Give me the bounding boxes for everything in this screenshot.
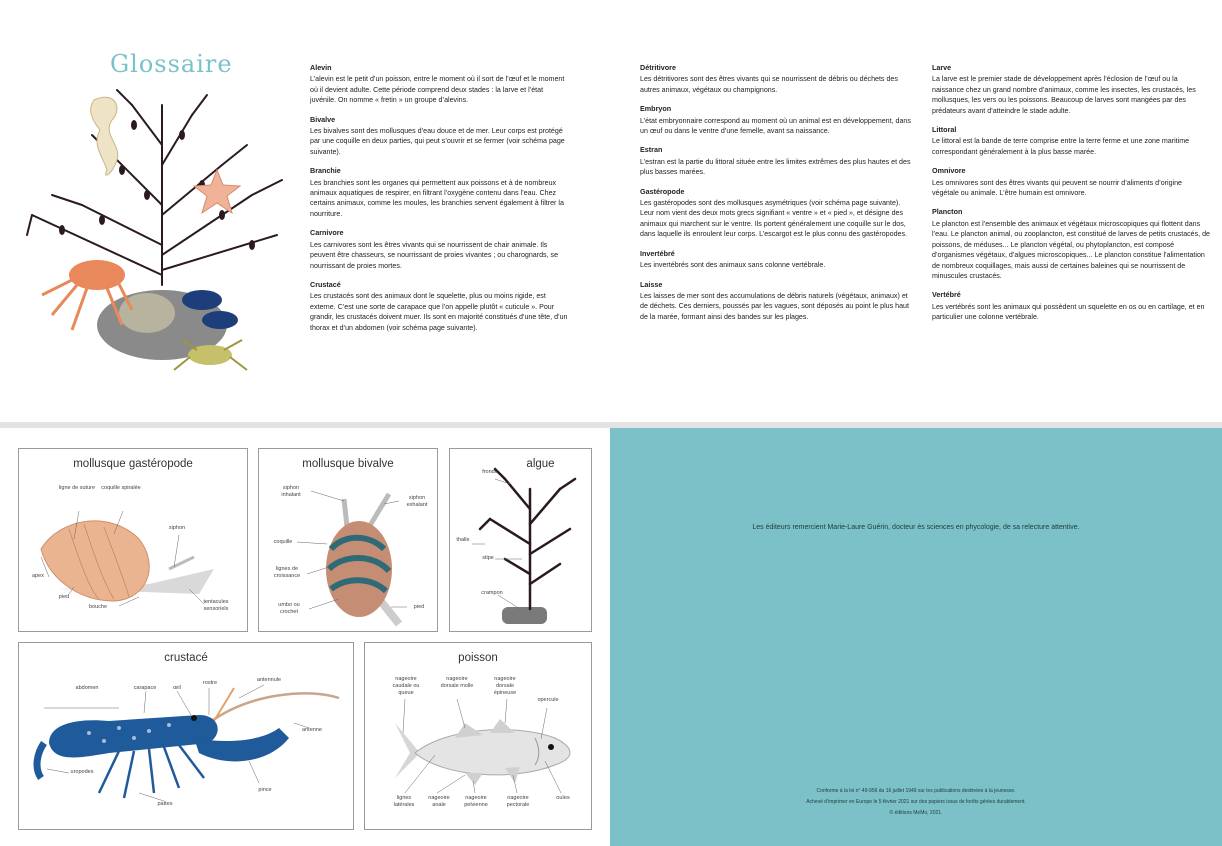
label-rostre: rostre	[202, 680, 218, 686]
label-apex: apex	[32, 573, 44, 579]
def-alevin: L’alevin est le petit d’un poisson, entre le moment où il sort de l’œuf et le moment où il devient adulte. Cette période comprend deux stades : la larve et l’état juvénile. On nomme « fretin » un groupe d’alevins.	[310, 75, 565, 105]
label-pelvienne: nageoire pelvienne	[464, 795, 488, 808]
label-ouies: ouïes	[556, 795, 570, 801]
term-omnivore: Omnivore	[932, 166, 966, 176]
glossary-page	[0, 0, 1222, 422]
glossary-column-2	[640, 63, 915, 331]
gastropod-title: mollusque gastéropode	[73, 458, 193, 470]
def-larve: La larve est le premier stade de développement après l’éclosion de l’œuf ou la naissance chez un grand nombre d’animaux, comme les insectes, les crustacés, les mollusques, les vers ou les poissons. Beaucoup de larves sont mangées par des prédateurs avant d’atteindre le stade adulte.	[932, 75, 1196, 115]
term-laisse: Laisse	[640, 279, 663, 289]
def-vertebre: Les vertébrés sont les animaux qui possèdent un squelette en os ou en cartilage, et en particulier une colonne vertébrale.	[932, 302, 1205, 322]
term-plancton: Plancton	[932, 207, 963, 217]
label-pattes: pattes	[157, 801, 173, 807]
label-ligne-suture: ligne de suture	[58, 485, 96, 491]
label-thalle: thalle	[456, 537, 470, 543]
def-gasteropode: Les gastéropodes sont des mollusques asymétriques (voir schéma page suivante). Leur nom vient des deux mots grecs signifiant « ventre » et « pied », et désigne des animaux qui marchent sur le ventre. Ils portent généralement une coquille sur le dos, dans laquelle ils enroulent leur corps. L’escargot est le plus connu des gastéropodes.	[640, 199, 907, 239]
label-pince: pince	[258, 787, 272, 793]
def-omnivore: Les omnivores sont des êtres vivants qui peuvent se nourrir d’aliments d’origine végétale ou animale. L’être humain est omnivore.	[932, 178, 1182, 198]
def-embryon: L’état embryonnaire correspond au moment où un animal est en développement, dans un œuf ou dans le ventre d’une femelle, avant sa naissance.	[640, 116, 911, 136]
def-detritivore: Les détritivores sont des êtres vivants qui se nourrissent de débris ou déchets des autres animaux, végétaux ou champignons.	[640, 75, 898, 94]
label-pied: pied	[58, 594, 70, 600]
label-lignes-croissance: lignes de croissance	[273, 566, 301, 579]
crustace-title: crustacé	[164, 652, 208, 664]
glossary-column-3	[932, 63, 1210, 332]
def-littoral: Le littoral est la bande de terre comprise entre la terre ferme et une zone maritime correspondant généralement à la plus basse marée.	[932, 137, 1190, 156]
def-branchie: Les branchies sont les organes qui permettent aux poissons et à de nombreux animaux aquatiques de respirer, en filtrant l’oxygène contenu dans l’eau. Chez certains animaux, comme les moules, les branchies servent également à filtrer la nourriture.	[310, 178, 564, 218]
algue-title: algue	[526, 458, 555, 470]
label-lignes-laterales: lignes latérales	[393, 795, 415, 808]
copyright-line: © éditions MeMo, 2021.	[889, 810, 943, 816]
label-pectorale: nageoire pectorale	[506, 795, 530, 808]
label-antenne: antenne	[302, 727, 322, 733]
label-stipe: stipe	[482, 555, 494, 561]
label-umbo: umbo ou crochet	[278, 602, 300, 615]
term-crustace: Crustacé	[310, 279, 341, 289]
label-caudale: nageoire caudale ou queue	[392, 676, 420, 696]
label-opercule: opercule	[537, 697, 559, 703]
term-branchie: Branchie	[310, 166, 341, 176]
label-oeil: œil	[173, 685, 181, 691]
legal-line-1: Conforme à la loi n° 49-956 du 16 juillet 1949 sur les publications destinées à la jeunesse.	[816, 788, 1016, 794]
label-coquille: coquille	[273, 539, 293, 545]
diagram-bivalve	[258, 448, 438, 632]
term-estran: Estran	[640, 145, 663, 155]
label-siphon-inhalant: siphon inhalant	[281, 485, 301, 498]
label-fronde: fronde	[482, 469, 498, 475]
term-carnivore: Carnivore	[310, 228, 344, 238]
label-anale: nageoire anale	[428, 795, 450, 808]
def-crustace: Les crustacés sont des animaux dont le squelette, plus ou moins rigide, est externe. C’est une sorte de carapace que l’on appelle plutôt « cuticule ». Pour grandir, les crustacés doivent muer. Ils sont en majorité constitués d’une tête, d’un thorax et d’un abdomen (voir schéma page suivante).	[310, 292, 568, 332]
term-detritivore: Détritivore	[640, 63, 676, 72]
term-bivalve: Bivalve	[310, 114, 336, 124]
label-crampon: crampon	[481, 590, 503, 596]
def-estran: L’estran est la partie du littoral située entre les limites extrêmes des plus hautes et des plus basses marées.	[640, 157, 911, 177]
label-dorsale-epineuse: nageoire dorsale épineuse	[493, 676, 517, 696]
label-abdomen: abdomen	[75, 685, 99, 691]
def-laisse: Les laisses de mer sont des accumulations de débris naturels (végétaux, animaux) et de déchets. Ces derniers, poussés par les vagues, sont déposés au point le plus haut de la marée, formant ainsi des bandes sur les plages.	[640, 291, 909, 321]
label-bouche: bouche	[88, 604, 108, 610]
term-alevin: Alevin	[310, 63, 332, 72]
diagram-algue	[449, 448, 592, 632]
def-invertebre: Les invertébrés sont des animaux sans colonne vertébrale.	[640, 261, 826, 270]
acknowledgement-text: Les éditeurs remercient Marie-Laure Guérin, docteur ès sciences en phycologie, de sa relecture attentive.	[752, 524, 1080, 531]
bivalve-title: mollusque bivalve	[302, 458, 394, 470]
term-embryon: Embryon	[640, 104, 672, 114]
term-larve: Larve	[932, 63, 952, 72]
seashore-illustration	[22, 85, 292, 385]
label-antennule: antennule	[256, 677, 282, 683]
label-carapace: carapace	[133, 685, 157, 691]
diagrams-page	[0, 428, 610, 846]
crustace-drawing	[19, 643, 353, 829]
glossary-column-1	[310, 63, 570, 342]
diagram-crustace	[18, 642, 354, 830]
term-invertebre: Invertébré	[640, 248, 675, 258]
diagram-poisson	[364, 642, 592, 830]
def-plancton: Le plancton est l’ensemble des animaux et végétaux microscopiques qui flottent dans l’eau. Le plancton animal, ou zooplancton, est constitué de larves de petits crustacés, de poissons, de méduses... Le plancton végétal, ou phytoplancton, est composé d’organismes végétaux, d’algues microscopiques... Le plancton constitue l’alimentation de nombreux coquillages, mais aussi de certaines baleines qui se nourrissent de minuscules crustacés.	[932, 219, 1211, 280]
def-bivalve: Les bivalves sont des mollusques d’eau douce et de mer. Leur corps est protégé par une coquille en deux parties, qui peut s’ouvrir et se fermer (voir schéma page suivante).	[310, 127, 565, 156]
label-siphon: siphon	[168, 525, 186, 531]
diagram-gastropod	[18, 448, 248, 632]
def-carnivore: Les carnivores sont les êtres vivants qui se nourrissent de chair animale. Ils peuvent être chasseurs, se nourrissant de proies vivantes ; ou charognards, se nourrissant de proies mortes.	[310, 240, 559, 270]
label-uropodes: uropodes	[70, 769, 94, 775]
legal-line-2: Achevé d’imprimer en Europe le 5 février 2021 sur des papiers issus de forêts gérées durablement.	[806, 799, 1026, 805]
term-gasteropode: Gastéropode	[640, 186, 685, 196]
colophon-page	[610, 428, 1222, 846]
poisson-title: poisson	[458, 652, 498, 664]
term-vertebre: Vertébré	[932, 290, 961, 300]
term-littoral: Littoral	[932, 125, 957, 135]
glossary-title: Glossaire	[110, 50, 233, 78]
label-dorsale-molle: nageoire dorsale molle	[440, 676, 474, 689]
label-tentacules: tentacules sensoriels	[203, 599, 229, 612]
label-pied-bivalve: pied	[413, 604, 425, 610]
label-siphon-exhalant: siphon exhalant	[406, 495, 428, 508]
label-coquille-spiralee: coquille spiralée	[101, 485, 141, 491]
